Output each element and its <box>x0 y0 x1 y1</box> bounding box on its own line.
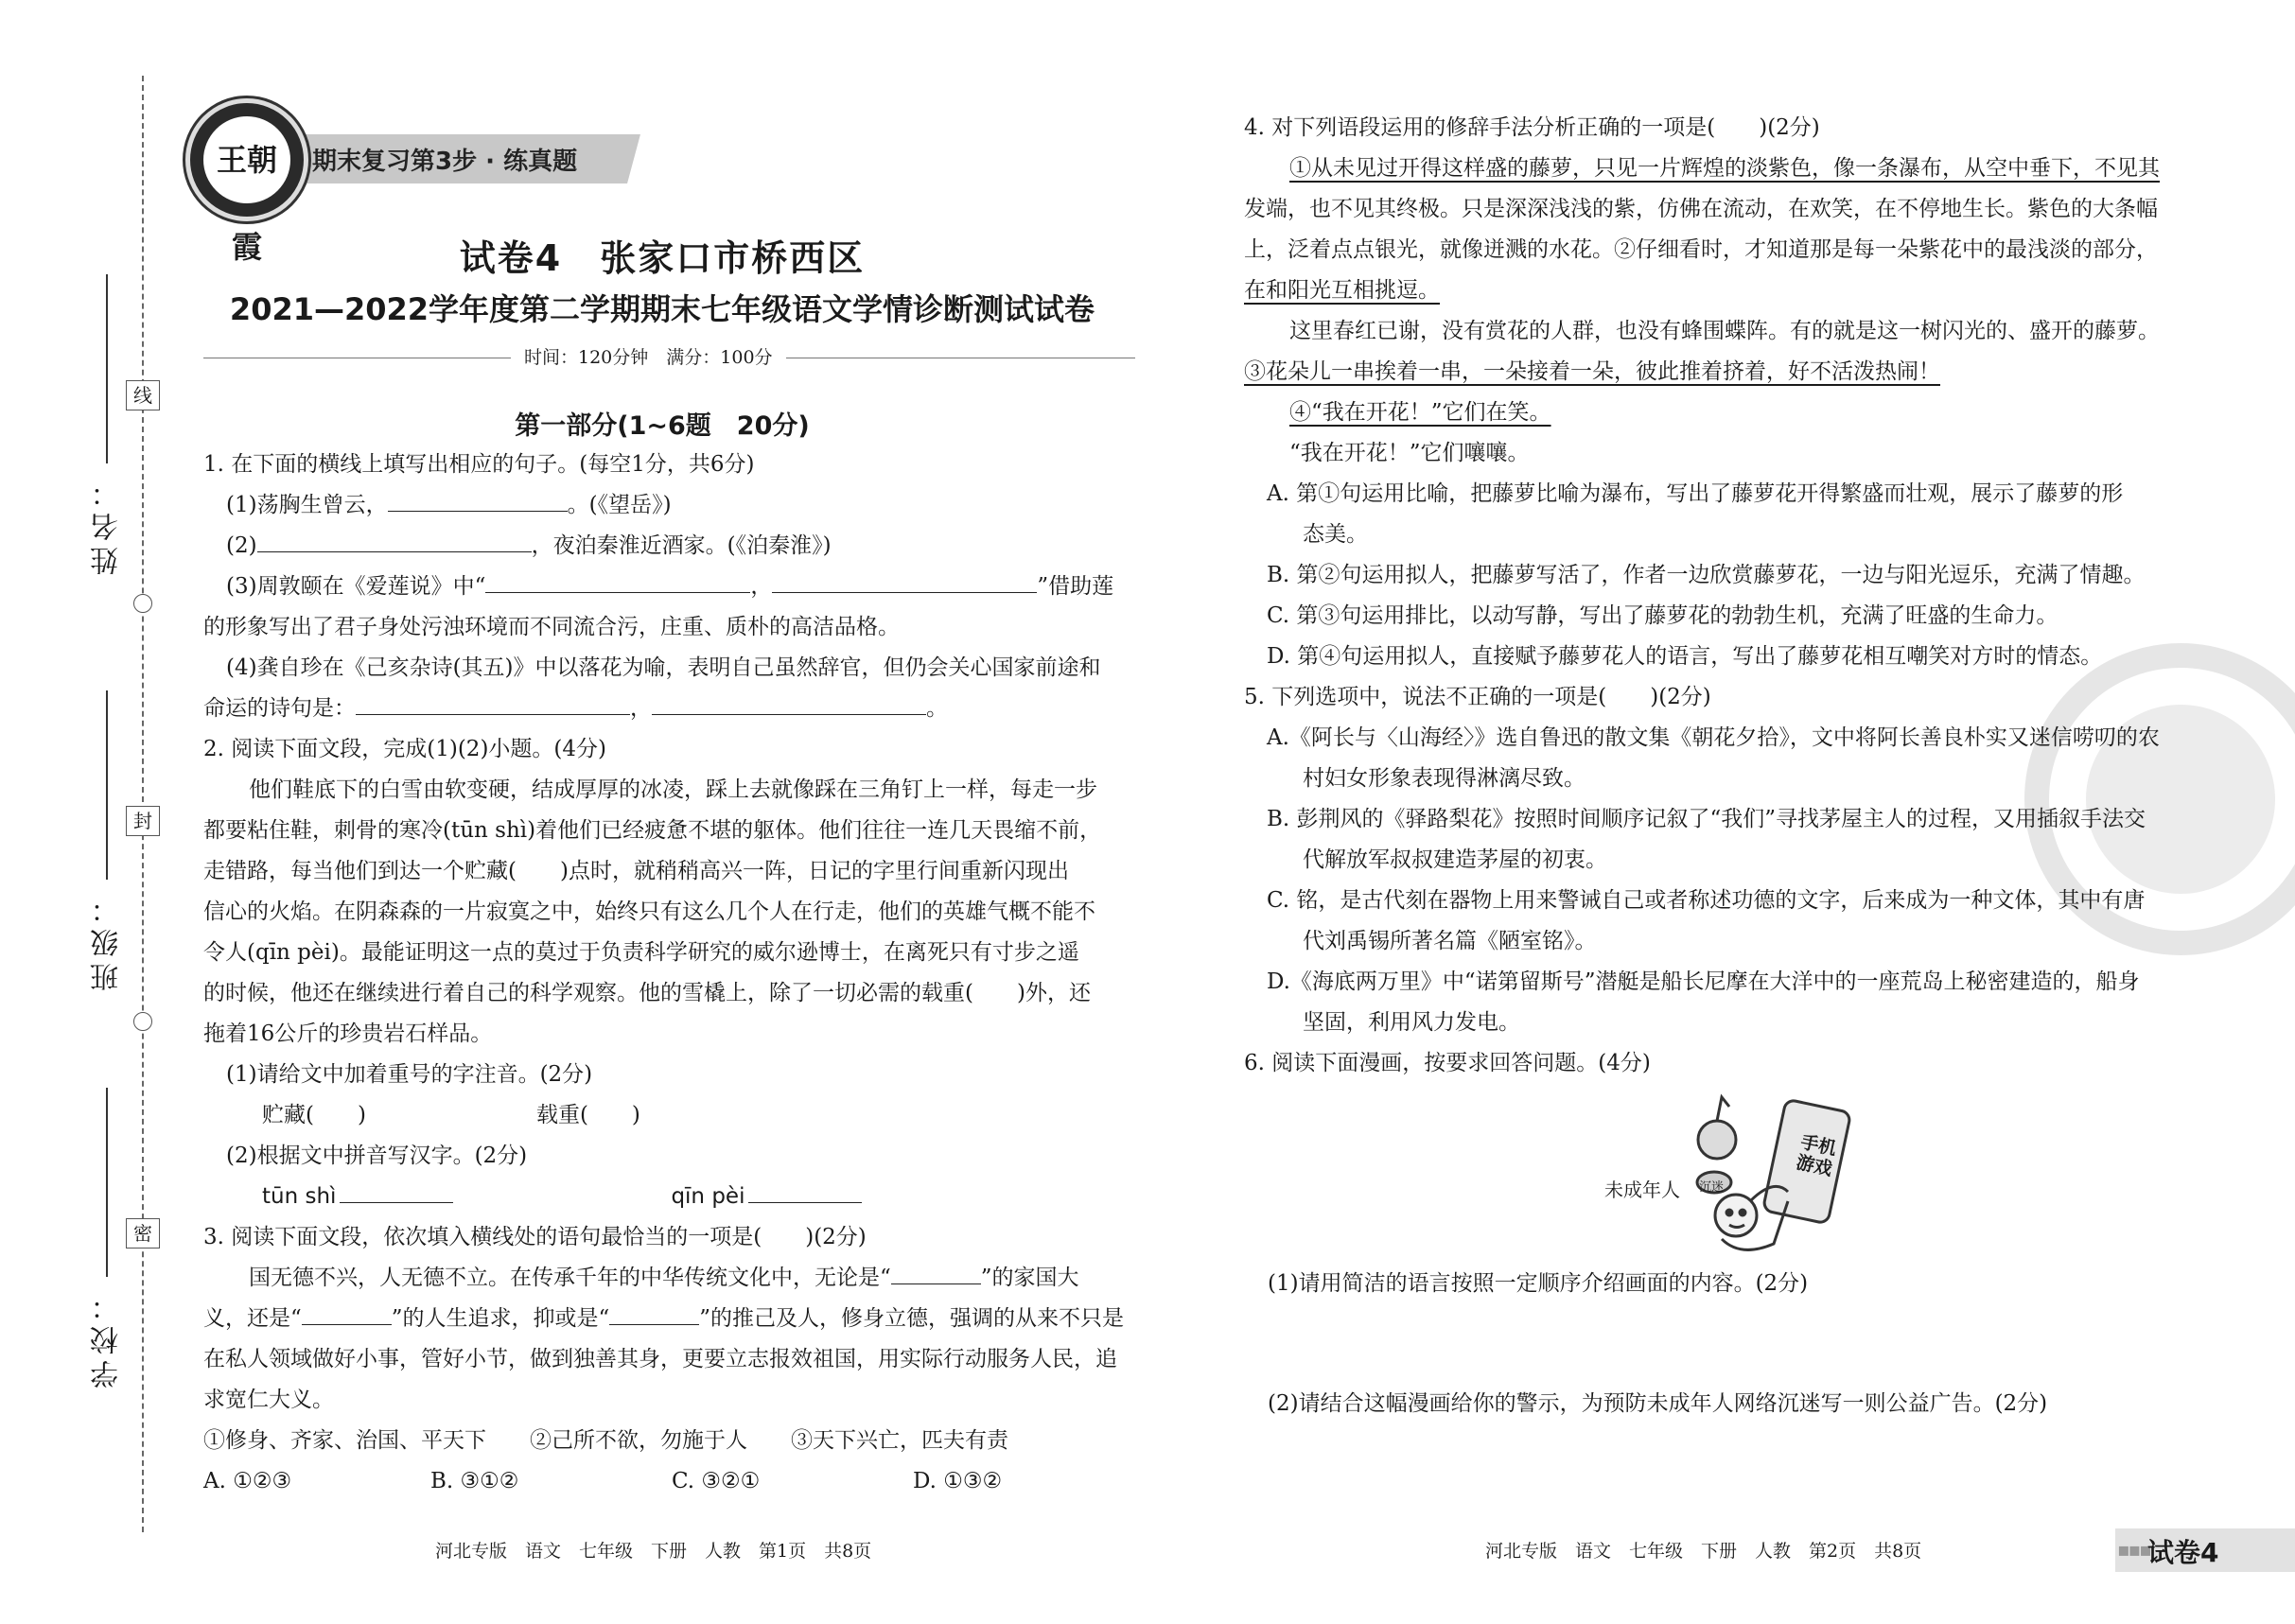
q4-passage-line: 发端，也不见其终极。只是深深浅浅的紫，仿佛在流动，在欢笑，在不停地生长。紫色的大条幅 <box>1244 197 2158 221</box>
q4-passage-line: 在和阳光互相挑逗。 <box>1244 278 1440 303</box>
option-a-cont: 村妇女形象表现得淋漓尽致。 <box>1303 766 1585 791</box>
option-c[interactable]: C. 第③句运用排比，以动写静，写出了藤萝花的勃勃生机，充满了旺盛的生命力。 <box>1267 603 2058 628</box>
q4-passage-line: 这里春红已谢，没有赏花的人群，也没有蜂围蝶阵。有的就是这一树闪光的、盛开的藤萝。 <box>1289 319 2160 343</box>
binding-mark-feng: 封 <box>126 806 160 836</box>
q6-sub-2-text: (2)请结合这幅漫画给你的警示，为预防未成年人网络沉迷写一则公益广告。(2分) <box>1268 1391 2048 1416</box>
page-footer-left: 河北专版 语文 七年级 下册 人教 第1页 共8页 <box>435 1541 872 1562</box>
question-6: 6. 阅读下面漫画，按要求回答问题。(4分) <box>1244 1051 1651 1075</box>
class-field[interactable] <box>106 690 108 880</box>
exam-title: 试卷4 张家口市桥西区 <box>459 237 866 279</box>
binding-hole <box>133 594 152 613</box>
answer-blank[interactable] <box>388 488 568 512</box>
option-a-cont: 态美。 <box>1303 522 1368 547</box>
q2-passage-line: 走错路，每当他们到达一个贮藏( )点时，就稍稍高兴一阵，日记的字里行间重新闪现出 <box>203 859 1069 883</box>
option-d[interactable]: D.《海底两万里》中“诺第留斯号”潜艇是船长尼摩在大洋中的一座荒岛上秘密建造的，船身 <box>1267 969 2140 994</box>
class-label: 班级： <box>91 889 124 991</box>
option-c[interactable]: C. ③②① <box>672 1469 761 1493</box>
q4-passage-line: ①从未见过开得这样盛的藤萝，只见一片辉煌的淡紫色，像一条瀑布，从空中垂下，不见其 <box>1289 156 2160 181</box>
answer-blank[interactable] <box>302 1301 392 1325</box>
q4-passage-line: ④“我在开花！”它们在笑。 <box>1289 400 1551 425</box>
binding-mark-mi: 密 <box>126 1218 160 1249</box>
cartoon-bubble: 沉迷 <box>1699 1180 1725 1195</box>
q2-sub-1: (1)请给文中加着重号的字注音。(2分) <box>226 1062 593 1087</box>
option-d-cont: 坚固，利用风力发电。 <box>1303 1010 1520 1035</box>
q4-passage-line: “我在开花！”它们嚷嚷。 <box>1289 441 1530 465</box>
q2-passage-line: 拖着16公斤的珍贵岩石样品。 <box>203 1022 493 1046</box>
option-b[interactable]: B. ③①② <box>430 1469 519 1493</box>
q3-statements: ①修身、齐家、治国、平天下 ②己所不欲，勿施于人 ③天下兴亡，匹夫有责 <box>203 1428 1008 1453</box>
question-1: 1. 在下面的横线上填写出相应的句子。(每空1分，共6分) <box>203 452 755 477</box>
answer-blank[interactable] <box>772 569 1037 593</box>
cartoon-illustration <box>1684 1088 1901 1258</box>
answer-area[interactable] <box>1268 1433 2100 1509</box>
section-heading: 第一部分(1~6题 20分) <box>515 411 810 441</box>
banner-text: 期末复习第3步 · 练真题 <box>312 148 578 176</box>
q3-passage-line: 求宽仁大义。 <box>203 1388 334 1412</box>
exam-subtitle: 2021—2022学年度第二学期期末七年级语文学情诊断测试试卷 <box>229 291 1095 327</box>
q3-passage-line: 在私人领域做好小事，管好小节，做到独善其身，更要立志报效祖国，用实际行动服务人民，追 <box>203 1347 1117 1371</box>
q4-passage-line: ③花朵儿一串挨着一串，一朵接着一朵，彼此推着挤着，好不活泼热闹！ <box>1244 359 1940 384</box>
q2-passage-line: 信心的火焰。在阴森森的一片寂寞之中，始终只有这么几个人在行走，他们的英雄气概不能不 <box>203 899 1095 924</box>
q2-sub-2: (2)根据文中拼音写汉字。(2分) <box>226 1144 528 1168</box>
cartoon-phone-sign: 手机游戏 <box>1794 1131 1839 1180</box>
binding-dashed-line <box>142 76 144 1532</box>
question-2: 2. 阅读下面文段，完成(1)(2)小题。(4分) <box>203 737 606 761</box>
question-3: 3. 阅读下面文段，依次填入横线处的语句最恰当的一项是( )(2分) <box>203 1225 867 1249</box>
q1-item-3-cont: 的形象写出了君子身处污浊环境而不同流合污，庄重、质朴的高洁品格。 <box>203 615 900 639</box>
q1-item-2: (2) ，夜泊秦淮近酒家。(《泊秦淮》) <box>203 526 1124 567</box>
answer-blank[interactable] <box>485 569 750 593</box>
q2-sub-2-items: tūn shì qīn pèi <box>203 1177 1124 1217</box>
answer-blank[interactable] <box>609 1301 699 1325</box>
question-5: 5. 下列选项中，说法不正确的一项是( )(2分) <box>1244 685 1711 709</box>
q2-passage-line: 的时候，他还在继续进行着自己的科学观察。他的雪橇上，除了一切必需的载重( )外，还 <box>203 981 1091 1005</box>
q1-item-4: (4)龚自珍在《己亥杂诗(其五)》中以落花为喻，表明自己虽然辞官，但仍会关心国家前途和 <box>226 655 1101 680</box>
answer-blank[interactable] <box>891 1261 981 1284</box>
option-b[interactable]: B. 第②句运用拟人，把藤萝写活了，作者一边欣赏藤萝花，一边与阳光逗乐，充满了情趣。 <box>1267 563 2146 587</box>
school-field[interactable] <box>106 1088 108 1277</box>
option-a[interactable]: A.《阿长与〈山海经〉》选自鲁迅的散文集《朝花夕拾》，文中将阿长善良朴实又迷信唠叨的农 <box>1267 725 2160 750</box>
q1-item-4-cont: 命运的诗句是： ， 。 <box>203 689 1124 729</box>
binding-hole <box>133 1012 152 1031</box>
option-d[interactable]: D. 第④句运用拟人，直接赋予藤萝花人的语言，写出了藤萝花相互嘲笑对方时的情态。 <box>1267 644 2103 669</box>
left-column <box>203 445 1124 1502</box>
corner-label: 试卷4 <box>2147 1537 2219 1568</box>
binding-mark-xian: 线 <box>126 380 160 410</box>
q2-sub-1-items: 贮藏( ) 载重( ) <box>262 1103 640 1127</box>
option-c[interactable]: C. 铭，是古代刻在器物上用来警诫自己或者称述功德的文字，后来成为一种文体，其中有唐 <box>1267 888 2146 913</box>
answer-blank[interactable] <box>340 1179 453 1203</box>
option-a[interactable]: A. 第①句运用比喻，把藤萝比喻为瀑布，写出了藤萝花开得繁盛而壮观，展示了藤萝的形 <box>1267 481 2124 506</box>
q3-options <box>203 1461 1124 1502</box>
school-label: 学校： <box>91 1286 124 1388</box>
brand-name: 王朝霞 <box>203 116 290 203</box>
q2-passage-line: 令人(qīn pèi)。最能证明这一点的莫过于负责科学研究的威尔逊博士，在离死只有寸步之遥 <box>203 940 1079 965</box>
option-b[interactable]: B. 彭荆风的《驿路梨花》按照时间顺序记叙了“我们”寻找茅屋主人的过程，又用插叙手法交 <box>1267 807 2146 831</box>
answer-blank[interactable] <box>748 1179 862 1203</box>
q6-sub-2 <box>1268 1384 2047 1424</box>
page-footer-right: 河北专版 语文 七年级 下册 人教 第2页 共8页 <box>1485 1541 1922 1562</box>
corner-dots: ▪▪▪ <box>2117 1538 2150 1561</box>
q2-passage-line: 他们鞋底下的白雪由软变硬，结成厚厚的冰凌，踩上去就像踩在三角钉上一样，每走一步 <box>249 777 1097 802</box>
q6-sub-1-text: (1)请用简洁的语言按照一定顺序介绍画面的内容。(2分) <box>1268 1271 1809 1296</box>
q1-item-3: (3)周敦颐在《爱莲说》中“ ， ”借助莲 <box>203 567 1124 607</box>
q3-passage-line: 义，还是“ ”的人生追求，抑或是“ ”的推己及人，修身立德，强调的从来不只是 <box>203 1299 1124 1339</box>
name-label: 姓名： <box>91 473 124 575</box>
answer-blank[interactable] <box>257 529 532 552</box>
q4-passage-line: 上，泛着点点银光，就像迸溅的水花。②仔细看时，才知道那是每一朵紫花中的最浅淡的部分， <box>1244 237 2158 262</box>
q6-sub-1 <box>1268 1264 1808 1304</box>
question-4: 4. 对下列语段运用的修辞手法分析正确的一项是( )(2分) <box>1244 115 1820 140</box>
q2-passage-line: 都要粘住鞋，刺骨的寒冷(tūn shì)着他们已经疲惫不堪的躯体。他们往往一连几天畏缩不前， <box>203 818 1102 843</box>
answer-blank[interactable] <box>652 691 926 715</box>
q1-item-1: (1)荡胸生曾云， 。(《望岳》) <box>203 485 1124 526</box>
answer-area[interactable] <box>1268 1315 2100 1371</box>
option-b-cont: 代解放军叔叔建造茅屋的初衷。 <box>1303 847 1607 872</box>
option-a[interactable]: A. ①②③ <box>203 1469 292 1493</box>
option-c-cont: 代刘禹锡所著名篇《陋室铭》。 <box>1303 929 1597 953</box>
right-column <box>1244 108 2160 1084</box>
name-field[interactable] <box>106 274 108 463</box>
brand-logo <box>185 98 308 265</box>
cartoon-label: 未成年人 <box>1604 1179 1680 1201</box>
exam-meta: 时间：120分钟 满分：100分 <box>511 343 786 369</box>
answer-blank[interactable] <box>356 691 630 715</box>
q3-passage-line: 国无德不兴，人无德不立。在传承千年的中华传统文化中，无论是“ ”的家国大 <box>203 1258 1124 1299</box>
option-d[interactable]: D. ①③② <box>913 1469 1003 1493</box>
